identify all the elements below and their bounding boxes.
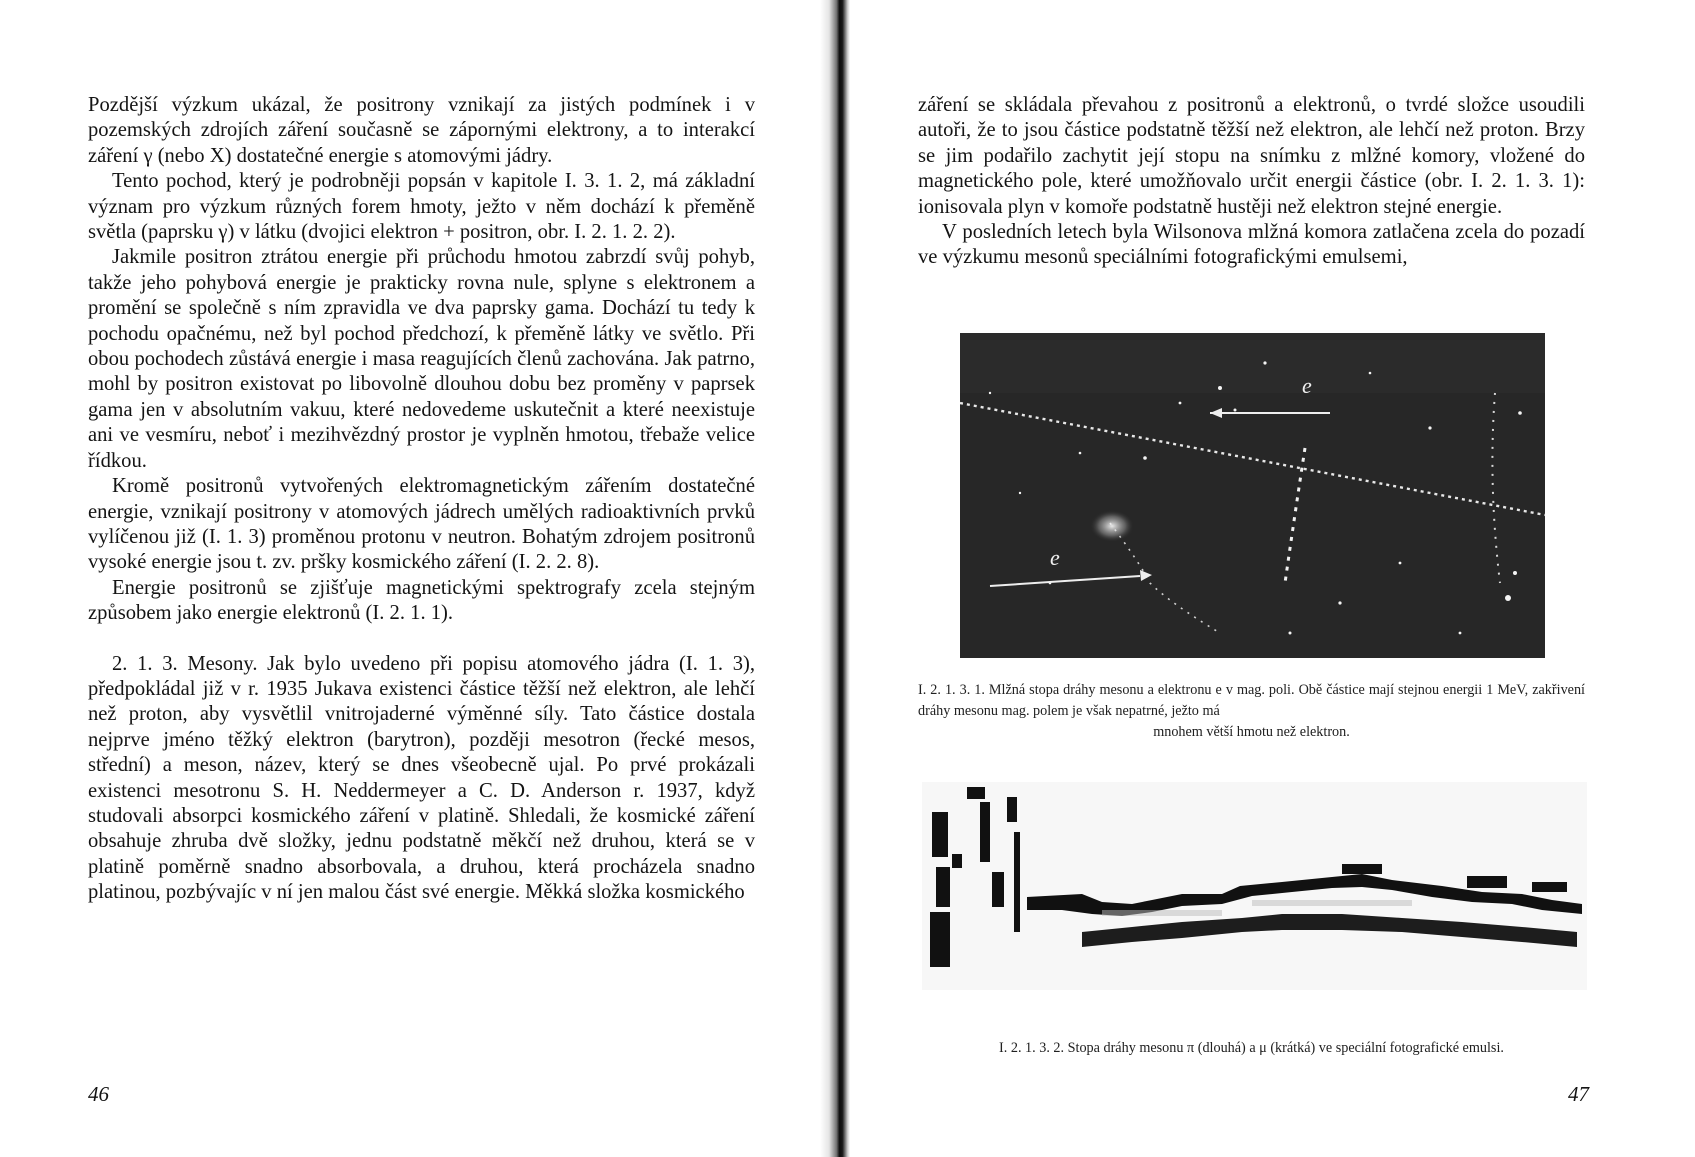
- left-text-column: [88, 93, 755, 906]
- paragraph: záření se skládala převahou z positronů a elektronů, o tvrdé složce usoudili autoři, že to jsou částice podstatně těžší než elektron, ale lehčí než proton. Brzy se jim podařilo zachytit její stopu na snímku z mlžné komory, vložené do magnetického pole, které umožňovalo určit energii částice (obr. I. 2. 1. 3. 1): ionisovala plyn v komoře podstatně hustěji než elektron stejné energie.: [918, 94, 1585, 218]
- left-page: [0, 0, 830, 1157]
- figure1-caption: [918, 680, 1585, 743]
- emulsion-image: [922, 782, 1587, 990]
- paragraph: Kromě positronů vytvořených elektromagnetickým zářením dostatečné energie, vznikají positrony v atomových jádrech umělých radioaktivních prvků vylíčenou již (I. 1. 3) proměnou protonu v neutron. Bohatým zdrojem positronů vysoké energie jsou t. zv. pršky kosmického záření (I. 2. 2. 8).: [88, 475, 755, 574]
- figure2-caption: I. 2. 1. 3. 2. Stopa dráhy mesonu π (dlouhá) a μ (krátká) ve speciální fotografické emulsi.: [999, 1040, 1504, 1056]
- paragraph: Energie positronů se zjišťuje magnetickými spektrografy zcela stejným způsobem jako energie elektronů (I. 2. 1. 1).: [88, 576, 755, 625]
- cloud-chamber-photo: [960, 333, 1545, 658]
- page-number-right: 47: [1568, 1082, 1589, 1106]
- right-text-column: [918, 93, 1585, 271]
- book-gutter: [820, 0, 850, 1157]
- section-mesons: 2. 1. 3. Mesony. Jak bylo uvedeno při popisu atomového jádra (I. 1. 3), předpokládal již v r. 1935 Jukava existenci částice těžší než elektron, ale lehčí než proton, aby vysvětlil vnitrojaderné výměnné síly. Tato částice dostala nejprve jméno těžký elektron (barytron), později mesotron (řecké mesos, střední) a meson, název, který se dnes všeobecně ujal. Po prvé prokázali existenci mesotronu S. H. Neddermeyer a C. D. Anderson r. 1937, když studovali absorpci kosmického záření v platině. Shledali, že kosmické záření obsahuje zhruba dvě složky, jednu podstatně měkčí než druhou, která se v platině poměrně snadno absorbovala, a druhou, která procházela snadno platinou, pozbývajíc v ní jen malou část své energie. Měkká složka kosmického: [88, 652, 755, 904]
- paragraph: Pozdější výzkum ukázal, že positrony vznikají za jistých podmínek i v pozemských zdrojích záření současně se zápornými elektrony, a to interakcí záření γ (nebo X) dostatečné energie s atomovými jádry.: [88, 94, 755, 167]
- label-e-bottom: e: [1050, 545, 1060, 570]
- paragraph: Jakmile positron ztrátou energie při průchodu hmotou zabrzdí svůj pohyb, takže jeho pohybová energie je prakticky rovna nule, splyne s elektronem a promění se společně s ním zpravidla ve dva paprsky gama. Dochází tu tedy k pochodu opačnému, než byl pochod předchozí, k přeměně látky ve světlo. Při obou pochodech zůstává energie i masa reagujících členů zachována. Jak patrno, mohl by positron existovat po libovolně dlouhou dobu bez proměny v paprsek gama jen v absolutním vakuu, které nedovedeme uskutečnit a které neexistuje ani ve vesmíru, neboť i mezihvězdný prostor je vyplněn hmotou, třebaže velice řídkou.: [88, 246, 755, 472]
- cloud-chamber-image: [960, 333, 1545, 658]
- figure1-caption-main: I. 2. 1. 3. 1. Mlžná stopa dráhy mesonu a elektronu e v mag. poli. Obě částice mají stejnou energii 1 MeV, zakřivení dráhy mesonu mag. polem je však nepatrné, ježto má: [918, 682, 1585, 719]
- paragraph: Tento pochod, který je podrobněji popsán v kapitole I. 3. 1. 2, má základní význam pro výzkum různých forem hmoty, ježto v něm dochází k přeměně světla (paprsku γ) v látku (dvojici elektron + positron, obr. I. 2. 1. 2. 2).: [88, 170, 755, 244]
- emulsion-photo: [922, 782, 1587, 990]
- page-number-left: 46: [88, 1082, 109, 1106]
- paragraph: V posledních letech byla Wilsonova mlžná komora zatlačena zcela do pozadí ve výzkumu mesonů speciálními fotografickými emulsemi,: [918, 221, 1585, 269]
- label-e-top: e: [1302, 373, 1312, 398]
- figure1-caption-last: mnohem větší hmotu než elektron.: [1153, 724, 1350, 740]
